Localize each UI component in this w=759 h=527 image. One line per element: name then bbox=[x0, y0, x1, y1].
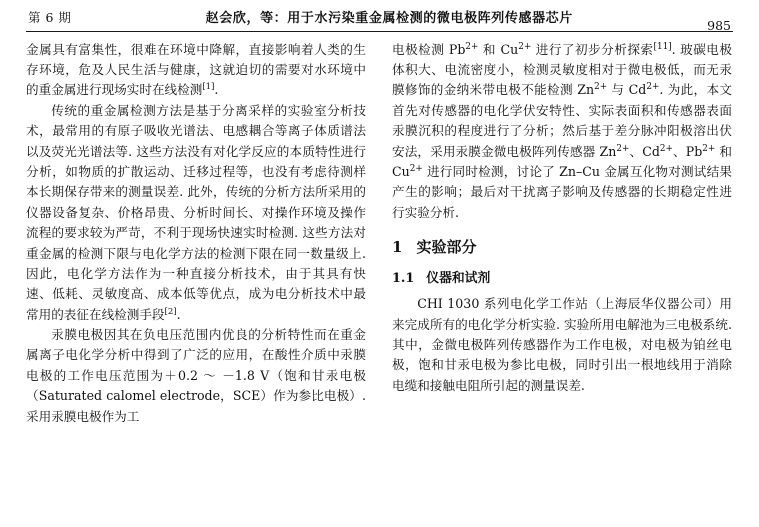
left-column bbox=[26, 40, 366, 510]
running-title: 赵会欣，等：用于水污染重金属检测的微电极阵列传感器芯片 bbox=[205, 11, 573, 26]
page-number: 985 bbox=[707, 17, 731, 33]
paragraph-traditional-methods: 传统的重金属检测方法是基于分离采样的实验室分析技术，最常用的有原子吸收光谱法、电感耦合等离子体质谱法以及荧光光谱法等. 这些方法没有对化学反应的本质特性进行分析，如物质的扩散运动、迁移过程等，也没有考虑待测样本长期保存带来的测量误差. 此外，传统的分析方法所采用的仪器设备复杂、价格昂贵、分析时间长、对操作环境及操作流程的要求较为严苛，不利于现场快速实时检测. 这些方法对重金属的检测下限与电化学方法的检测下限在同一数量级上. 因此，电化学方法作为一种直接分析技术，由于其具有快速、低耗、灵敏度高、成本低等优点，成为电分析技术中最常用的表征在线检测手段[2]. bbox=[26, 102, 366, 322]
section-title: 实验部分 bbox=[416, 238, 477, 257]
section-number: 1 bbox=[392, 238, 403, 257]
two-column-body bbox=[26, 40, 733, 510]
subsection-title: 仪器和试剂 bbox=[426, 271, 491, 287]
paragraph-continuation: 金属具有富集性，很难在环境中降解，直接影响着人类的生存环境，危及人民生活与健康，这就迫切的需要对水环境中的重金属进行现场实时在线检测[1]. bbox=[26, 41, 366, 98]
right-column bbox=[392, 40, 732, 510]
page-header bbox=[26, 10, 733, 33]
issue-label: 第 6 期 bbox=[28, 10, 72, 25]
section-heading-1 bbox=[392, 235, 732, 259]
paragraph-instruments: CHI 1030 系列电化学工作站（上海辰华仪器公司）用来完成所有的电化学分析实验. 实验所用电解池为三电极系统. 其中，金微电极阵列传感器作为工作电极，对电极为铂丝电极，饱和甘汞电极为参比电极，同时引出一根地线用于消除电缆和接触电阻所引起的测量误差. bbox=[392, 296, 732, 393]
paragraph-detection-overview: 电极检测 $Pb^{2+}$ 和 $Cu^{2+}$ 进行了初步分析探索[11]. 玻碳电极体积大、电流密度小，检测灵敏度相对于微电极低，而无汞膜修饰的金纳米带电极不能检测 $Zn^{2+}$ 与 $Cd^{2+}$. 为此，本文首先对传感器的电化学伏安特性、实际表面积和传感器表面汞膜沉积的程度进行了分析；然后基于差分脉冲阳极溶出伏安法，采用汞膜金微电极阵列传感器 $Zn^{2+}$、$Cd^{2+}$、$Pb^{2+}$ 和 $Cu^{2+}$ 进行同时检测，讨论了 Zn–Cu 金属互化物对测试结果产生的影响；最后对干扰离子影响及传感器的长期稳定性进行实验分析. bbox=[392, 41, 732, 220]
header-divider bbox=[26, 31, 733, 32]
subsection-number: 1.1 bbox=[392, 271, 415, 287]
paragraph-mercury-film: 汞膜电极因其在负电压范围内优良的分析特性而在重金属离子电化学分析中得到了广泛的应用，在酸性介质中汞膜电极的工作电压范围为＋0.2 ～ －1.8 V（饱和甘汞电极（Saturated calomel electrode，SCE）作为参比电极）. 采用汞膜电极作为工 bbox=[26, 327, 366, 424]
section-heading-1-1 bbox=[392, 269, 732, 290]
